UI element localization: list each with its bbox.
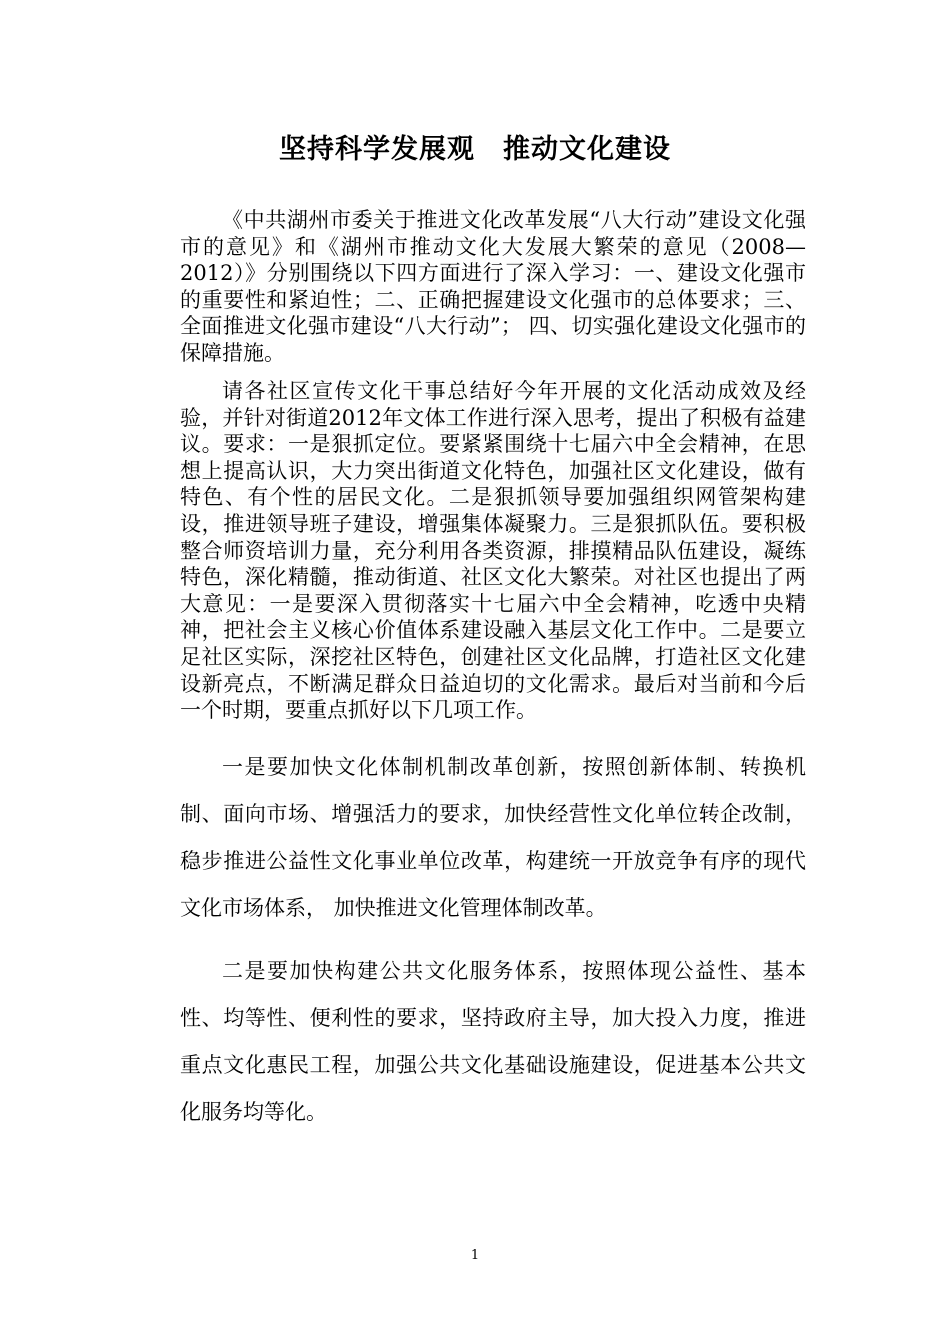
paragraph-community-requirements: 请各社区宣传文化干事总结好今年开展的文化活动成效及经验，并针对街道2012年文体工作进行深入思考，提出了积极有益建议。要求：一是狠抓定位。要紧紧围绕十七届六中全会精神，在思想上提高认识，大力突出街道文化特色，加强社区文化建设，做有特色、有个性的居民文化。二是狠抓领导要加强组织网管架构建设，推进领导班子建设，增强集体凝聚力。三是狠抓队伍。要积极整合师资培训力量，充分利用各类资源，排摸精品队伍建设，凝练特色，深化精髓，推动街道、社区文化大繁荣。对社区也提出了两大意见：一是要深入贯彻落实十七届六中全会精神，吃透中央精神，把社会主义核心价值体系建设融入基层文化工作中。二是要立足社区实际，深挖社区特色，创建社区文化品牌，打造社区文化建设新亮点，不断满足群众日益迫切的文化需求。最后对当前和今后一个时期，要重点抓好以下几项工作。 (180, 379, 806, 723)
page-number: 1 (470, 1248, 480, 1263)
document-title: 坚持科学发展观 推动文化建设 (279, 134, 671, 165)
paragraph-reform-innovation: 一是要加快文化体制机制改革创新，按照创新体制、转换机制、面向市场、增强活力的要求，加快经营性文化单位转企改制，稳步推进公益性文化事业单位改革，构建统一开放竞争有序的现代文化市场体系， 加快推进文化管理体制改革。 (180, 755, 806, 920)
paragraph-study-summary: 《中共湖州市委关于推进文化改革发展“八大行动”建设文化强市的意见》和《湖州市推动文化大发展大繁荣的意见（2008—2012）》分别围绕以下四方面进行了深入学习：一、建设文化强市的重要性和紧迫性；二、正确把握建设文化强市的总体要求；三、全面推进文化强市建设“八大行动”； 四、切实强化建设文化强市的保障措施。 (180, 208, 806, 365)
paragraph-public-service-system: 二是要加快构建公共文化服务体系，按照体现公益性、基本性、均等性、便利性的要求，坚持政府主导，加大投入力度，推进重点文化惠民工程，加强公共文化基础设施建设，促进基本公共文化服务均等化。 (180, 959, 806, 1124)
